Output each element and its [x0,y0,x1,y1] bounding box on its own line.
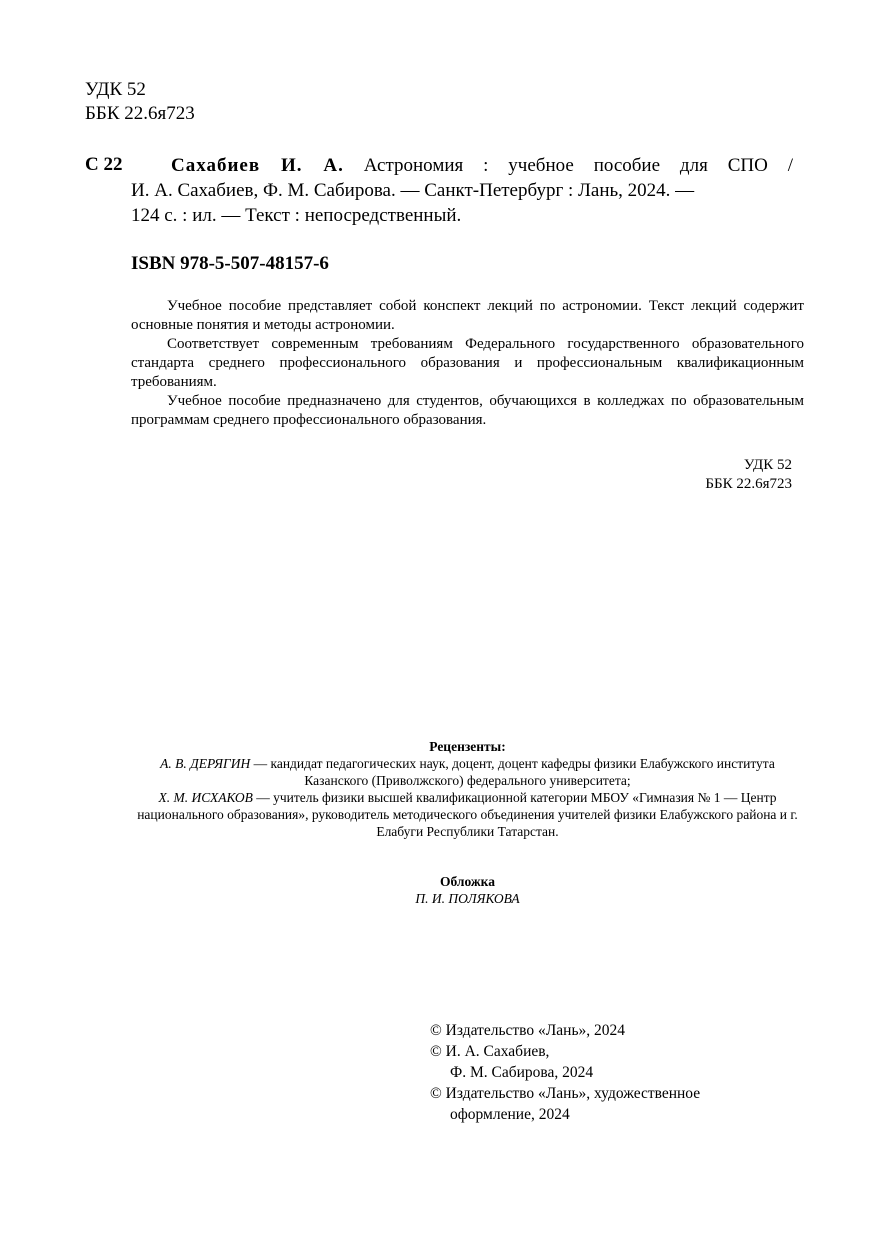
bibliographic-entry [131,153,793,228]
bbk-code: ББК 22.6я723 [705,476,792,492]
cover-heading: Обложка [439,874,495,889]
annotation-paragraph: Учебное пособие представляет собой конспект лекций по астрономии. Текст лекций содержит основные понятия и методы астрономии. [131,298,804,333]
annotation [131,297,804,430]
annotation-paragraph: Учебное пособие предназначено для студентов, обучающихся в колледжах по образовательным программам среднего профессионального образования. [131,393,804,428]
entry-publication-line: И. А. Сахабиев, Ф. М. Сабирова. — Санкт-Петербург : Лань, 2024. — [131,180,695,201]
reviewer-name: А. В. ДЕРЯГИН [160,756,251,771]
udk-code: УДК 52 [85,79,146,100]
bbk-code: ББК 22.6я723 [85,103,195,124]
cover-credit [131,873,804,907]
copyright-line-continued: Ф. М. Сабирова, 2024 [450,1064,594,1081]
isbn: ISBN 978-5-507-48157-6 [131,253,329,274]
reviewer-description: — кандидат педагогических наук, доцент, доцент кафедры физики Елабужского института Казанского (Приволжского) федерального университета; [250,756,775,788]
reviewers-section [131,738,804,840]
reviewer-name: Х. М. ИСХАКОВ [158,790,253,805]
reviewer-entry [131,755,804,789]
copyright-line: © Издательство «Лань», художественное [430,1085,701,1102]
reviewer-entry [131,789,804,840]
cover-designer-name: П. И. ПОЛЯКОВА [415,891,520,906]
reviewers-heading: Рецензенты: [429,739,506,754]
copyright-line: © Издательство «Лань», 2024 [430,1022,626,1039]
entry-first-line [171,153,793,178]
udk-code: УДК 52 [743,457,792,473]
reviewer-description: — учитель физики высшей квалификационной категории МБОУ «Гимназия № 1 — Центр национального образования», руководитель методического объединения учителей физики Елабужского района и г. Елабуги Республики Татарстан. [137,790,798,839]
bottom-classification-codes [705,456,792,494]
annotation-paragraph: Соответствует современным требованиям Федерального государственного образовательного стандарта среднего профессионального образования и профессиональным квалификационным требованиям. [131,336,804,390]
copyright-line: © И. А. Сахабиев, [430,1043,550,1060]
copyright-block [430,1020,790,1125]
top-classification-codes [85,78,195,126]
entry-title: Астрономия : учебное пособие для СПО / [363,155,793,176]
copyright-line-continued: оформление, 2024 [450,1106,570,1123]
entry-author: Сахабиев И. А. [171,155,344,176]
entry-physical-line: 124 с. : ил. — Текст : непосредственный. [131,205,462,226]
author-sign-code: С 22 [85,154,123,175]
